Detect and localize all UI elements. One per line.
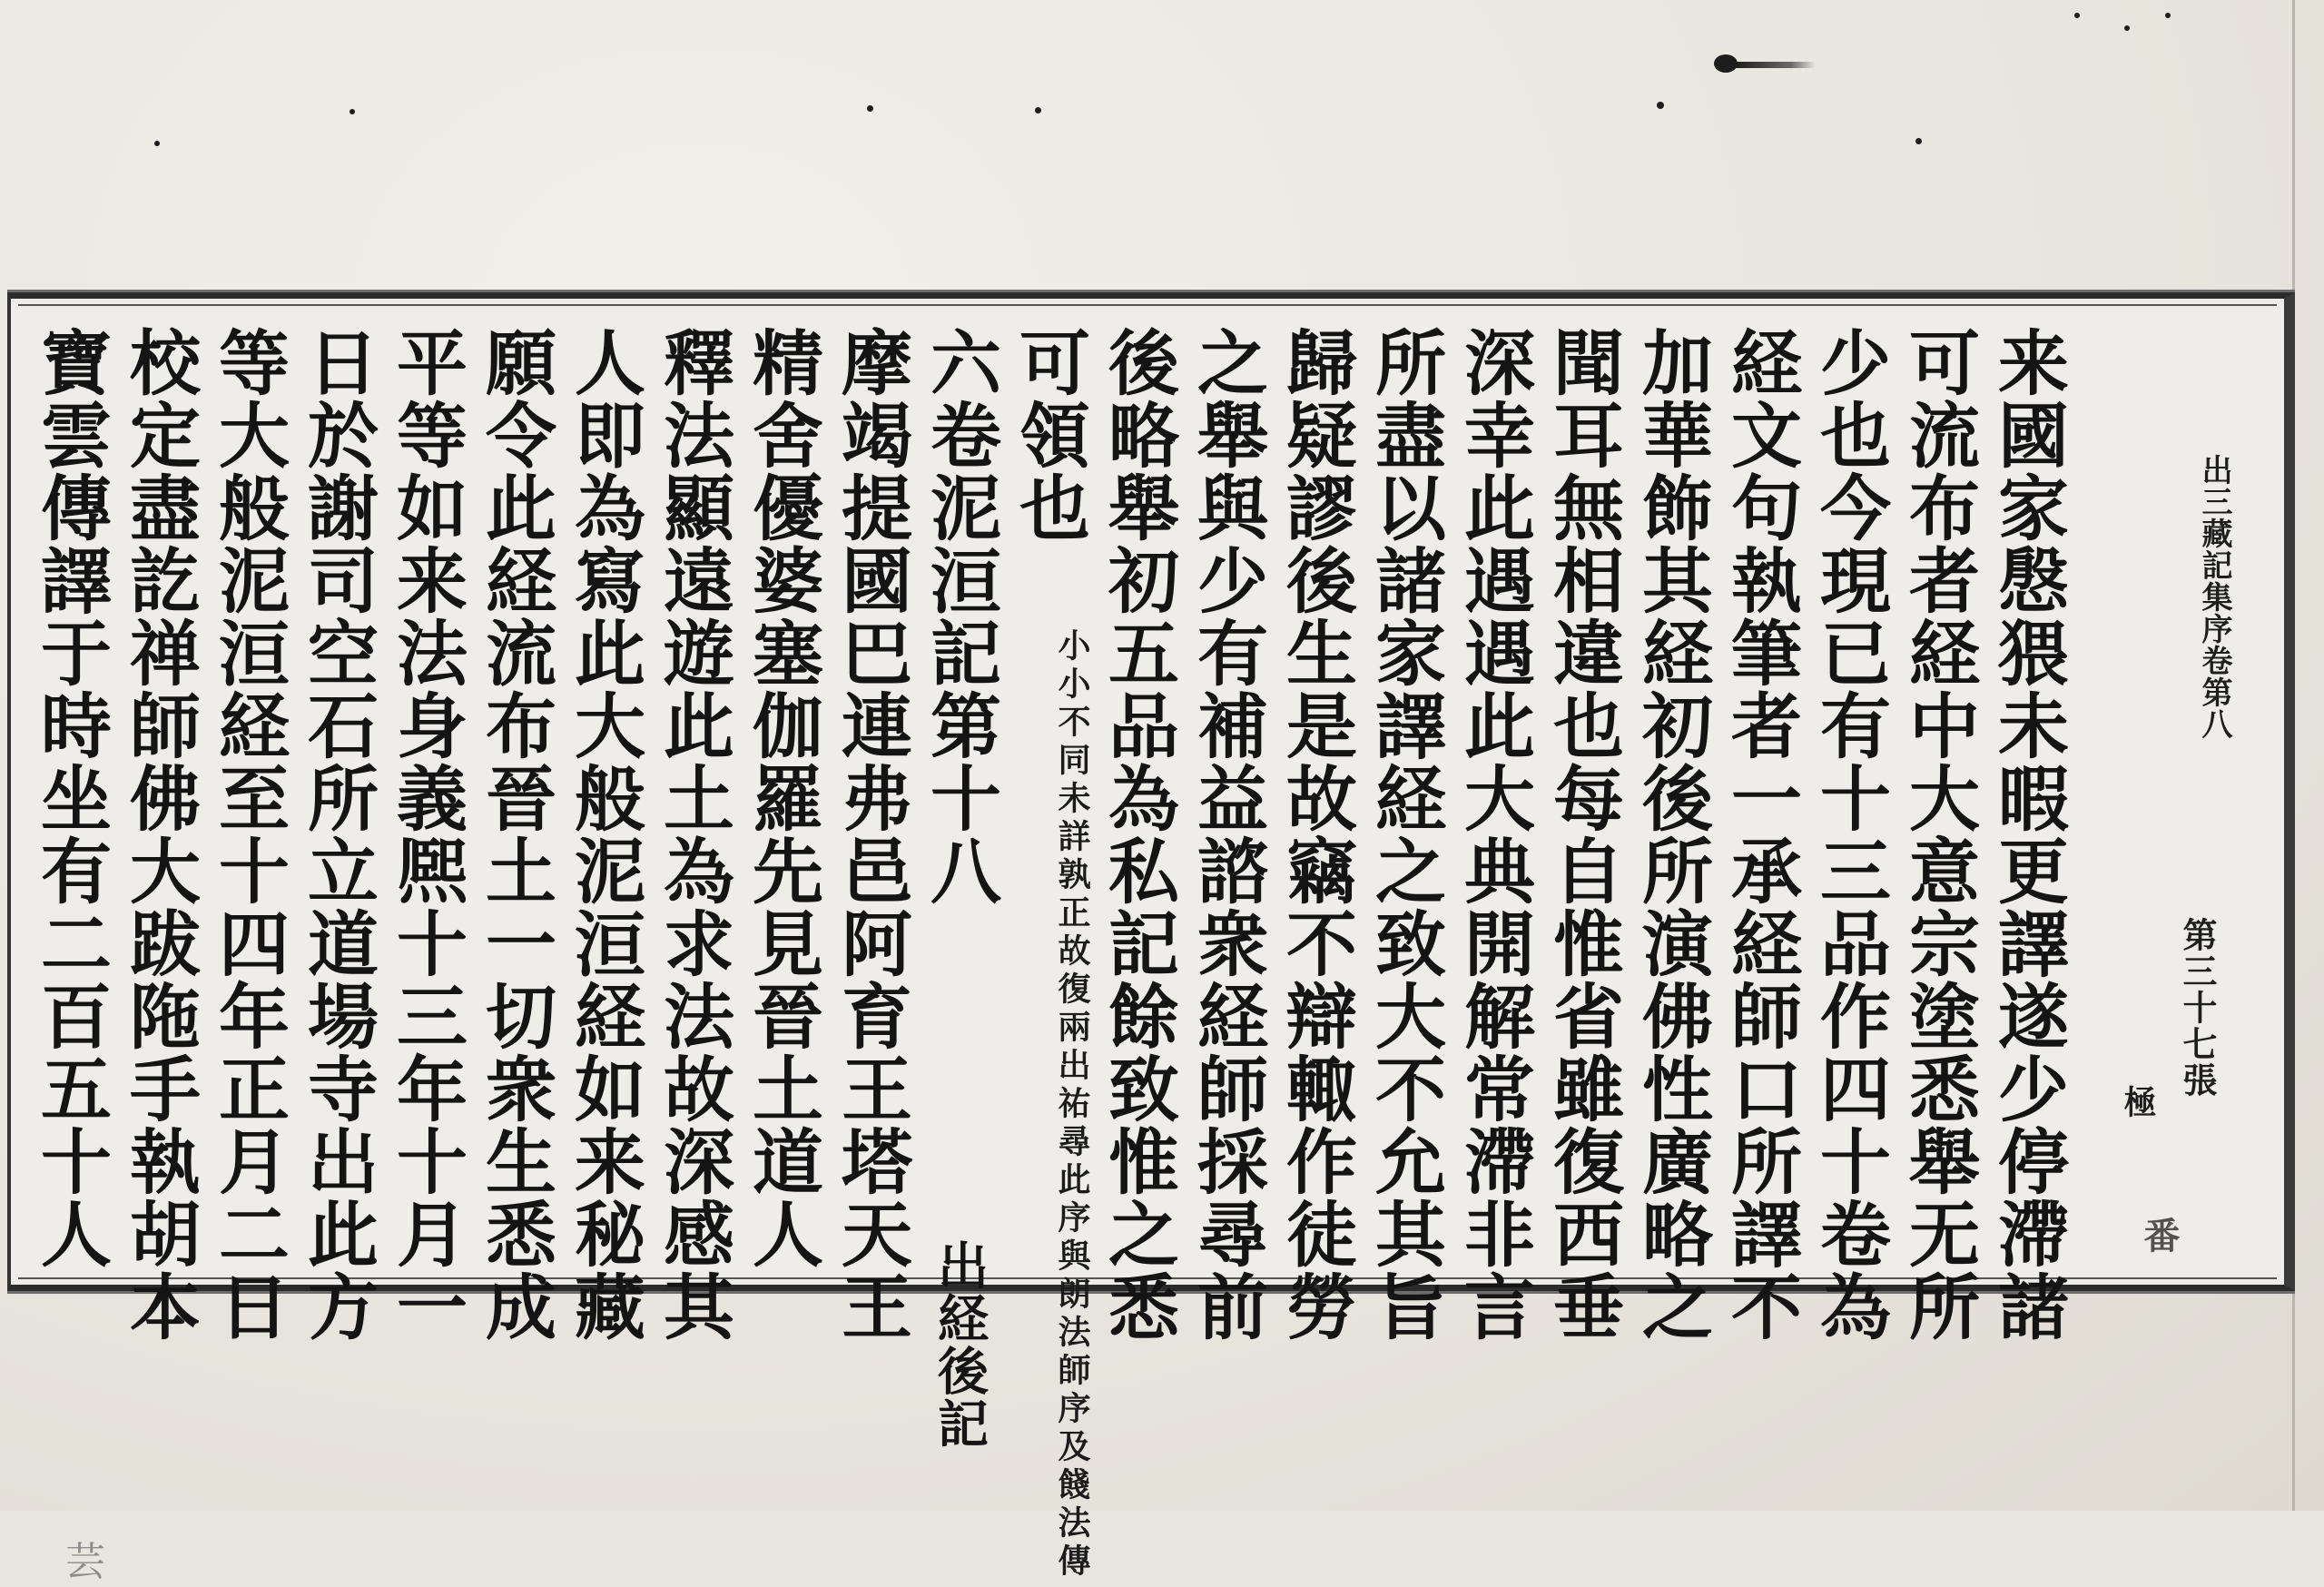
margin-book-title: 出三藏記集序卷第八	[2196, 454, 2232, 740]
text-column-9: 歸疑謬後生是故竊不辯輙作徒勞	[1275, 326, 1357, 1343]
top-rule	[18, 304, 2277, 306]
text-column-3: 少也今現已有十三品作四十卷為	[1808, 326, 1891, 1343]
text-column-2: 可流布者経中大意宗塗悉舉无所	[1897, 326, 1980, 1343]
ink-speck	[2074, 13, 2080, 18]
text-column-5: 加華飾其経初後所演佛性廣略之	[1630, 326, 1713, 1343]
text-column-1: 来國家慇猥未暇更譯遂少停滯諸	[1986, 326, 2069, 1343]
text-column-18: 願令此経流布晉土一切衆生悉成	[474, 326, 556, 1343]
text-column-23: 寶雲傳譯于時坐有二百五十人	[29, 326, 112, 1270]
margin-signature-mark: 極	[2119, 1085, 2157, 1118]
text-column-12-with-note	[1004, 326, 1093, 1582]
text-column-12: 可領也	[1008, 326, 1090, 544]
ink-speck	[1035, 107, 1041, 113]
text-column-13-with-attribution	[915, 326, 1004, 1450]
text-column-16: 釋法顯遠遊此土為求法故深感其	[652, 326, 734, 1343]
text-column-17: 人即為寫此大般泥洹経如来秘藏	[563, 326, 645, 1343]
ink-smudge: 芸	[65, 1539, 105, 1585]
ink-speck	[2124, 25, 2130, 31]
margin-page-number: 第三十七張	[2177, 917, 2218, 1099]
text-columns	[29, 326, 2072, 1582]
margin-stamp-mark: 番	[2138, 1217, 2181, 1253]
attribution: 出経後記	[930, 1239, 990, 1450]
text-column-11: 後略舉初五品為私記餘致惟之悉	[1097, 326, 1179, 1343]
text-column-10: 之舉與少有補益諮衆経師採尋前	[1186, 326, 1268, 1343]
ink-speck	[2165, 13, 2171, 18]
text-column-7: 深幸此遇遇此大典開解常滯非言	[1452, 326, 1535, 1343]
text-column-19: 平等如来法身義熈十三年十月一	[385, 326, 468, 1343]
interlinear-note	[1051, 628, 1093, 1582]
woodblock-text-panel	[7, 292, 2295, 1585]
text-column-6: 聞耳無相違也每自惟省雖復西垂	[1541, 326, 1624, 1343]
ink-speck	[154, 141, 160, 146]
ink-dash	[1734, 62, 1816, 68]
ink-speck	[350, 109, 355, 114]
text-column-8: 所盡以諸家譯経之致大不允其旨	[1364, 326, 1446, 1343]
ink-speck	[1915, 138, 1922, 144]
text-column-21: 等大般泥洹経至十四年正月二日	[207, 326, 290, 1343]
text-column-14: 摩竭提國巴連弗邑阿育王塔天王	[830, 326, 912, 1343]
text-column-20: 日於謝司空石所立道場寺出此方	[296, 326, 379, 1343]
text-column-4: 経文句執筆者一承経師口所譯不	[1719, 326, 1802, 1343]
text-column-15: 精舍優婆塞伽羅先見晉土道人	[741, 326, 823, 1270]
chapter-heading: 六卷泥洹記第十八	[919, 326, 1001, 907]
note-line-2: 小小不同未詳孰正故復兩出	[1053, 628, 1091, 1086]
note-line-1: 祐尋此序與朗法師序及餞法傳	[1053, 1086, 1091, 1582]
ink-speck	[867, 105, 873, 112]
text-column-22: 校定盡訖禅師佛大跋陁手執胡本	[118, 326, 201, 1343]
ink-speck	[1657, 102, 1664, 109]
